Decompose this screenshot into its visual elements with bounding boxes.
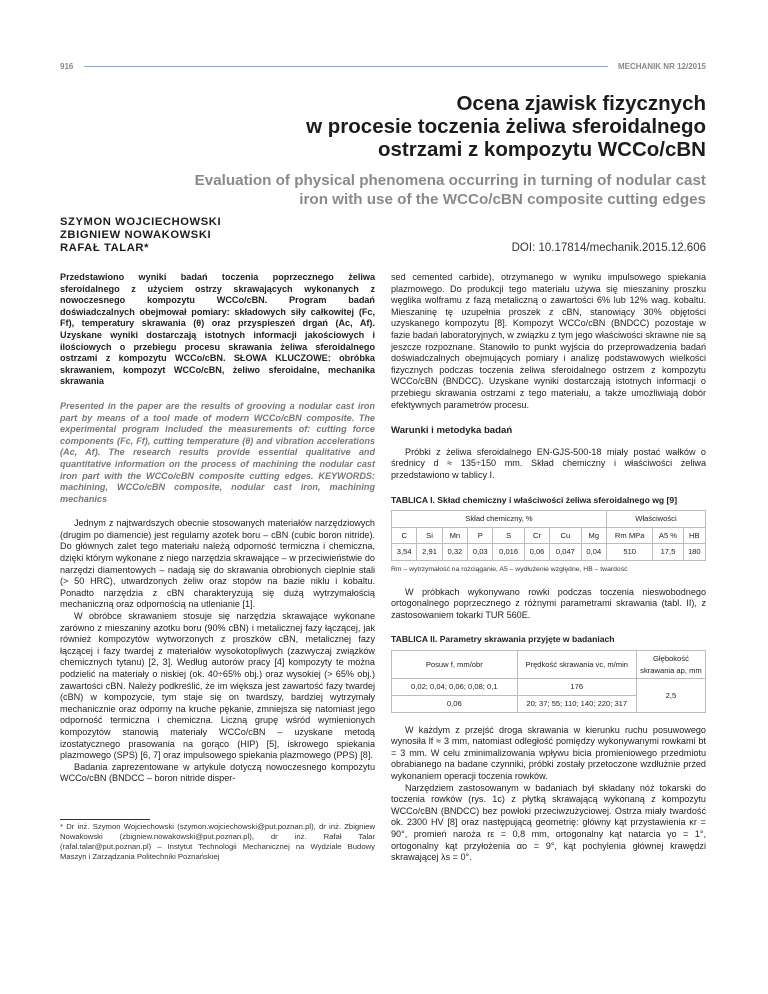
author-list bbox=[60, 216, 221, 254]
table-2-caption: TABLICA II. Parametry skrawania przyjęte w badaniach bbox=[391, 634, 615, 645]
table-cell: 0,03 bbox=[468, 544, 493, 561]
paragraph: sed cemented carbide), otrzymanego w wyniku impulsowego spiekania plazmowego. Do produkcji tego materiału używa się mieszaniny proszku węglika wolframu z fazą metaliczną o zawartości 6% lub 12% wag. kobaltu. Mieszaninę tę uzupełnia proszek z cBN, stanowiący 30% objętości uzyskanego kompozytu [8]. Kompozyt WCCo/cBN (BNDCC) pozostaje w fazie badań laboratoryjnych, w związku z tym jego właściwości skrawne nie są jeszcze rozpoznane. Stanowiło to punkt wyjścia do przeprowadzenia badań doświadczalnych obejmujących pomiary i analizę podstawowych wielkości fizycznych podczas toczenia żeliwa sferoidalnego ostrzem z kompozytu WCCo/cBN (BNDCC). Uzyskane wyniki dostarczają istotnych informacji o przebiegu skrawania ostrzami z tego materiału, a także umożliwiają dobór efektywnych parametrów procesu. bbox=[391, 272, 706, 410]
table-1-caption: TABLICA I. Skład chemiczny i właściwości żeliwa sferoidalnego wg [9] bbox=[391, 494, 678, 505]
table-cell: 20; 37; 55; 110; 140; 220; 317 bbox=[517, 696, 636, 713]
header-rule bbox=[84, 66, 608, 67]
table-row bbox=[392, 544, 706, 561]
abstract-en: Presented in the paper are the results of grooving a nodular cast iron part by means of a tool made of modern WCCo/cBN composite. The experimental program included the measurements of: cutting force components (Fc, Ff), cutting temperature (θ) and vibration accelerations (Ac, Af). The research results provide essential qualitative and quantitative information on the process of machining the nodular cast iron part with the WCCo/cBN composite cutting edges. KEYWORDS: machining, WCCo/cBN composite, nodular cast iron, machining mechanics bbox=[60, 400, 375, 504]
paragraph: Narzędziem zastosowanym w badaniach był składany nóż tokarski do toczenia rowków (rys. 1c) z płytką skrawającą wykonaną z kompozytu WCCo/cBN (BNDCC) bez powłoki przeciwzużyciowej. Ostrza miały twardość ok. 2300 HV [8] oraz następującą geometrię: główny kąt przystawienia κr = 90°, promień naroża rε = 0,8 mm, ortogonalny kąt natarcia γo = 1°, ortogonalny kąt przyłożenia αo = 9°, kąt pochylenia głównej krawędzi skrawającej λs = 0°. bbox=[391, 782, 706, 863]
paragraph: W próbkach wykonywano rowki podczas toczenia nieswobodnego ortogonalnego poprzecznego z różnymi parametrami skrawania (tabl. II), z zastosowaniem tokarki TUR 560E. bbox=[391, 586, 706, 620]
left-column bbox=[60, 272, 375, 862]
journal-name: MECHANIK NR 12/2015 bbox=[617, 62, 706, 71]
running-header bbox=[60, 62, 706, 76]
table-cell: 0,06 bbox=[392, 696, 518, 713]
table-2 bbox=[391, 650, 706, 712]
author: RAFAŁ TALAR* bbox=[60, 241, 150, 254]
article-title: Ocena zjawisk fizycznych w procesie toczenia żeliwa sferoidalnego ostrzami z kompozytu WCCo/cBN bbox=[306, 92, 706, 161]
right-column bbox=[391, 272, 706, 864]
table-header: Mn bbox=[442, 527, 467, 544]
table-cell: 180 bbox=[683, 544, 705, 561]
table-1 bbox=[391, 510, 706, 561]
table-header: Cr bbox=[524, 527, 549, 544]
article-subtitle: Evaluation of physical phenomena occurring in turning of nodular cast iron with use of the WCCo/cBN composite cutting edges bbox=[194, 172, 706, 208]
table-header: Rm MPa bbox=[606, 527, 652, 544]
paragraph: W każdym z przejść droga skrawania w kierunku ruchu posuwowego wynosiła lf ≈ 3 mm, natomiast odległość pomiędzy wykonywanymi rowkami bt = 3 mm. W celu zminimalizowania wpływu bicia promieniowego przedmiotu obrabianego na badane czynniki, próbki zostały przetoczone wzdłużnie przed wykonaniem operacji toczenia rowków. bbox=[391, 724, 706, 781]
table-group-header: Skład chemiczny, % bbox=[392, 511, 607, 528]
table-cell: 2,91 bbox=[417, 544, 442, 561]
table-header: P bbox=[468, 527, 493, 544]
table-cell: 510 bbox=[606, 544, 652, 561]
paragraph: Próbki z żeliwa sferoidalnego EN-GJS-500-18 miały postać wałków o średnicy d ≈ 135÷150 mm. Skład chemiczny i właściwości żeliwa przedstawiono w tablicy I. bbox=[391, 446, 706, 480]
table-header: A5 % bbox=[653, 527, 683, 544]
table-header: Głębokość skrawania ap, mm bbox=[636, 651, 705, 679]
page-number: 916 bbox=[60, 62, 74, 71]
paragraph: W obróbce skrawaniem stosuje się narzędzia skrawające wykonane zarówno z mieszaniny azotku boru (90% cBN) i metalicznej fazy łączącej, jak również kompozytów wytworzonych z proszków cBN, metalicznej fazy łączącej i fazy twardej z materiałów wysokotopliwych (zazwyczaj związków chemicznych tytanu) [2, 3]. Według autorów pracy [4] kompozyty te można podzielić na materiały o niskiej (ok. 40÷65% obj.) oraz wysokiej (> 65% obj.) zawartości cBN. Należy podkreślić, że im większa jest zawartość fazy twardej (cBN) w kompozycie, tym staje się on twardszy, bardziej wytrzymały mechanicznie oraz odporny na kruche pękanie, zmniejsza się natomiast jego odporność termiczna i chemiczna. Liczną grupę wśród wymienionych kompozytów stanowią materiały WCCo/cBN – uzyskane metodą izostatycznego prasowania na gorąco (HIP) [5], iskrowego spiekania plazmowego (SPS) [6, 7] oraz impulsowego spiekania plazmowego (PPS) [8]. bbox=[60, 611, 375, 761]
table-row bbox=[392, 679, 706, 696]
table-header: Cu bbox=[550, 527, 581, 544]
table-header: HB bbox=[683, 527, 705, 544]
table-header: C bbox=[392, 527, 417, 544]
table-cell: 2,5 bbox=[636, 679, 705, 712]
table-header: S bbox=[493, 527, 524, 544]
table-cell: 176 bbox=[517, 679, 636, 696]
table-header: Mg bbox=[581, 527, 606, 544]
table-header: Posuw f, mm/obr bbox=[392, 651, 518, 679]
table-cell: 0,04 bbox=[581, 544, 606, 561]
table-1-note: Rm – wytrzymałość na rozciąganie, A5 – wydłużenie względne, HB – twardość bbox=[391, 566, 628, 574]
section-heading: Warunki i metodyka badań bbox=[391, 425, 513, 437]
footnote-rule bbox=[60, 819, 150, 820]
footnote: * Dr inż. Szymon Wojciechowski (szymon.wojciechowski@put.poznan.pl), dr inż. Zbigniew Nowakowski (zbigniew.nowakowski@put.poznan.pl), dr inż. Rafał Talar (rafal.talar@put.poznan.pl) – Instytut Technologii Mechanicznej na Wydziale Budowy Maszyn i Zarządzania Politechniki Poznańskiej bbox=[60, 821, 375, 861]
paragraph: Jednym z najtwardszych obecnie stosowanych materiałów narzędziowych (drugim po diamencie) jest regularny azotek boru – cBN (cubic boron nitride). Do głównych zalet tego materiału należą odporność termiczna i chemiczna, dzięki którym wykonane z niego narzędzia skrawające – w przeciwieństwie do narzędzi diamentowych – nadają się do skrawania obrobionych cieplnie stali (> 50 HRC), utwardzonych żeliw oraz stopów na bazie niklu i kobaltu. Ponadto narzędzia z cBN charakteryzują się dużą wytrzymałością mechaniczną oraz odpornością na utlenianie [1]. bbox=[60, 518, 375, 610]
author: ZBIGNIEW NOWAKOWSKI bbox=[60, 228, 212, 241]
paragraph: Badania zaprezentowane w artykule dotyczą nowoczesnego kompozytu WCCo/cBN (BNDCC – boron nitride disper- bbox=[60, 761, 375, 784]
table-cell: 0,06 bbox=[524, 544, 549, 561]
table-header: Si bbox=[417, 527, 442, 544]
table-cell: 0,016 bbox=[493, 544, 524, 561]
table-cell: 0,047 bbox=[550, 544, 581, 561]
table-header: Prędkość skrawania vc, m/min bbox=[517, 651, 636, 679]
table-cell: 0,02; 0,04; 0,06; 0,08; 0,1 bbox=[392, 679, 518, 696]
table-cell: 0,32 bbox=[442, 544, 467, 561]
abstract-pl: Przedstawiono wyniki badań toczenia poprzecznego żeliwa sferoidalnego z użyciem ostrzy skrawających wykonanych z nowoczesnego kompozytu WCCo/cBN. Program badań doświadczalnych obejmował pomiary: składowych siły całkowitej (Fc, Ff), temperatury skrawania (θ) oraz przyspieszeń drgań (Ac, Af). Uzyskane wyniki dostarczają istotnych informacji jakościowych i ilościowych o przebiegu procesu skrawania żeliwa sferoidalnego ostrzami z kompozytu WCCo/cBN. SŁOWA KLUCZOWE: obróbka skrawaniem, kompozyt WCCo/cBN, żeliwo sferoidalne, mechanika skrawania bbox=[60, 272, 375, 387]
author: SZYMON WOJCIECHOWSKI bbox=[60, 216, 222, 228]
table-cell: 3,54 bbox=[392, 544, 417, 561]
table-group-header: Właściwości bbox=[606, 511, 705, 528]
doi: DOI: 10.17814/mechanik.2015.12.606 bbox=[511, 242, 706, 254]
table-cell: 17,5 bbox=[653, 544, 683, 561]
